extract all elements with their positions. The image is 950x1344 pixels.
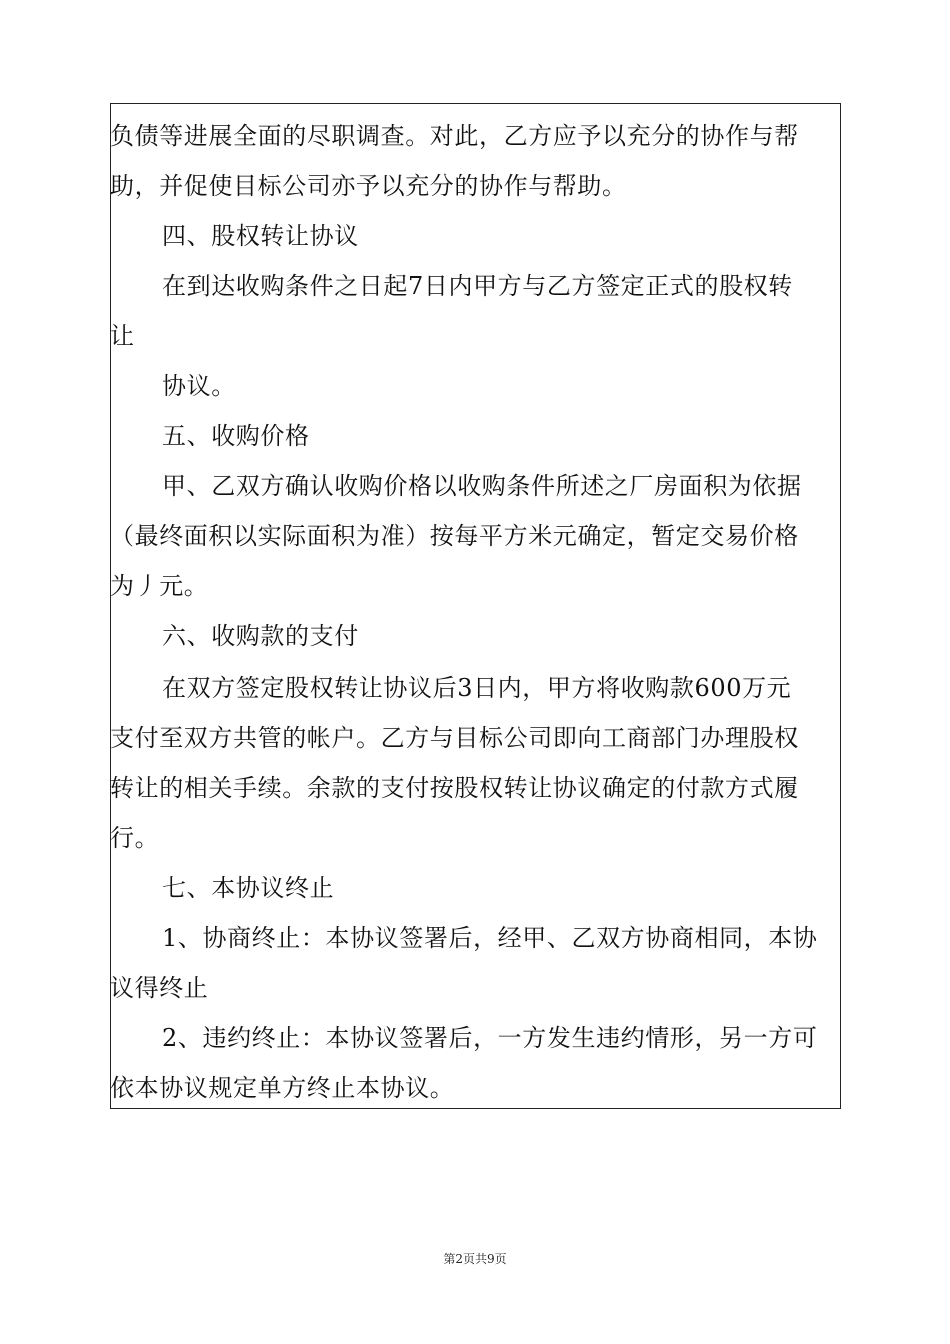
text-line: 在到达收购条件之日起7日内甲方与乙方签定正式的股权转 — [162, 272, 793, 300]
text-line: 支付至双方共管的帐户。乙方与目标公司即向工商部门办理股权 — [110, 724, 799, 752]
text-line: 为丿元。 — [110, 572, 209, 600]
text-line: 1、协商终止：本协议签署后，经甲、乙双方协商相同，本协 — [162, 924, 818, 952]
section-heading: 四、股权转让协议 — [162, 222, 359, 250]
text-line: 依本协议规定单方终止本协议。 — [110, 1074, 455, 1102]
section-heading: 七、本协议终止 — [162, 874, 335, 902]
text-line: 甲、乙双方确认收购价格以收购条件所述之厂房面积为依据 — [162, 472, 802, 500]
text-line: 议得终止 — [110, 974, 209, 1002]
text-line: 让 — [110, 322, 135, 350]
text-line: 转让的相关手续。余款的支付按股权转让协议确定的付款方式履 — [110, 774, 799, 802]
page-number: 第2页共9页 — [443, 1252, 507, 1266]
text-line: 2、违约终止：本协议签署后，一方发生违约情形，另一方可 — [162, 1024, 818, 1052]
section-heading: 六、收购款的支付 — [162, 622, 359, 650]
text-line: （最终面积以实际面积为准）按每平方米元确定，暂定交易价格 — [110, 522, 799, 550]
section-heading: 五、收购价格 — [162, 422, 310, 450]
text-line: 协议。 — [162, 372, 236, 400]
content-frame — [110, 103, 841, 1109]
text-line: 助，并促使目标公司亦予以充分的协作与帮助。 — [110, 172, 627, 200]
text-line: 负债等进展全面的尽职调查。对此，乙方应予以充分的协作与帮 — [110, 122, 799, 150]
text-line: 行。 — [110, 824, 160, 852]
text-line: 在双方签定股权转让协议后3日内，甲方将收购款600万元 — [162, 674, 792, 702]
